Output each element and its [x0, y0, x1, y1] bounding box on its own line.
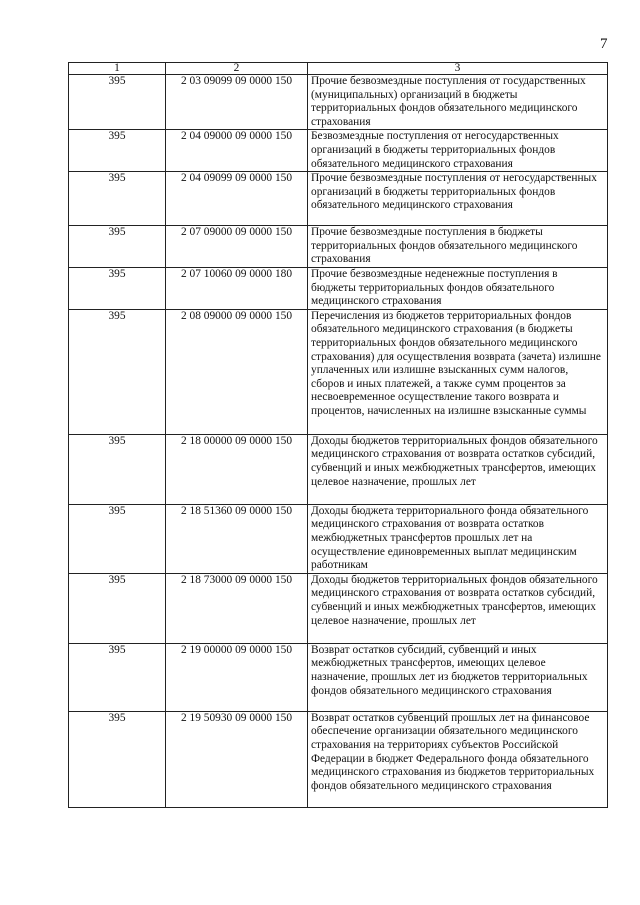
table-row [69, 711, 608, 807]
admin-code-cell: 395 [69, 643, 166, 711]
budget-code-cell: 2 03 09099 09 0000 150 [166, 75, 308, 130]
admin-code-cell: 395 [69, 504, 166, 573]
column-header-1: 1 [69, 63, 166, 75]
budget-code-cell: 2 19 00000 09 0000 150 [166, 643, 308, 711]
income-name-cell: Возврат остатков субсидий, субвенций и иных межбюджетных трансфертов, имеющих целевое назначение, прошлых лет из бюджетов территориальных фондов обязательного медицинского страхования [308, 643, 608, 711]
income-name-cell: Доходы бюджетов территориальных фондов обязательного медицинского страхования от возврата остатков субсидий, субвенций и иных межбюджетных трансфертов, имеющих целевое назначение, прошлых лет [308, 573, 608, 643]
budget-codes-table [68, 62, 608, 808]
table-row [69, 226, 608, 268]
table-row [69, 504, 608, 573]
income-name-cell: Безвозмездные поступления от негосударственных организаций в бюджеты территориальных фондов обязательного медицинского страхования [308, 130, 608, 172]
table-header-row [69, 63, 608, 75]
admin-code-cell: 395 [69, 267, 166, 309]
budget-code-cell: 2 18 73000 09 0000 150 [166, 573, 308, 643]
income-name-cell: Перечисления из бюджетов территориальных фондов обязательного медицинского страхования (в бюджеты территориальных фондов обязательного медицинского страхования) для осуществления возврата (зачета) излишне уплаченных или излишне взысканных сумм налогов, сборов и иных платежей, а также сумм процентов за несвоевременное осуществление такого возврата и процентов, начисленных на излишне взысканные суммы [308, 309, 608, 434]
admin-code-cell: 395 [69, 226, 166, 268]
admin-code-cell: 395 [69, 573, 166, 643]
income-name-cell: Возврат остатков субвенций прошлых лет на финансовое обеспечение организации обязательного медицинского страхования на территориях субъектов Российской Федерации в бюджет Федерального фонда обязательного медицинского страхования из бюджетов территориальных фондов обязательного медицинского страхования [308, 711, 608, 807]
income-name-cell: Прочие безвозмездные неденежные поступления в бюджеты территориальных фондов обязательного медицинского страхования [308, 267, 608, 309]
budget-code-cell: 2 18 51360 09 0000 150 [166, 504, 308, 573]
budget-code-cell: 2 04 09099 09 0000 150 [166, 172, 308, 226]
admin-code-cell: 395 [69, 172, 166, 226]
table-row [69, 267, 608, 309]
column-header-2: 2 [166, 63, 308, 75]
income-name-cell: Доходы бюджета территориального фонда обязательного медицинского страхования от возврата остатков межбюджетных трансфертов прошлых лет на осуществление единовременных выплат медицинским работникам [308, 504, 608, 573]
table-row [69, 172, 608, 226]
admin-code-cell: 395 [69, 711, 166, 807]
table-row [69, 434, 608, 504]
income-name-cell: Прочие безвозмездные поступления от государственных (муниципальных) организаций в бюджеты территориальных фондов обязательного медицинского страхования [308, 75, 608, 130]
income-name-cell: Прочие безвозмездные поступления от негосударственных организаций в бюджеты территориальных фондов обязательного медицинского страхования [308, 172, 608, 226]
table-row [69, 643, 608, 711]
column-header-3: 3 [308, 63, 608, 75]
budget-code-cell: 2 08 09000 09 0000 150 [166, 309, 308, 434]
table-row [69, 130, 608, 172]
budget-code-cell: 2 18 00000 09 0000 150 [166, 434, 308, 504]
table-row [69, 573, 608, 643]
admin-code-cell: 395 [69, 75, 166, 130]
admin-code-cell: 395 [69, 434, 166, 504]
budget-code-cell: 2 19 50930 09 0000 150 [166, 711, 308, 807]
admin-code-cell: 395 [69, 130, 166, 172]
budget-code-cell: 2 04 09000 09 0000 150 [166, 130, 308, 172]
page-number: 7 [600, 36, 608, 52]
budget-code-cell: 2 07 10060 09 0000 180 [166, 267, 308, 309]
admin-code-cell: 395 [69, 309, 166, 434]
budget-code-cell: 2 07 09000 09 0000 150 [166, 226, 308, 268]
table-row [69, 75, 608, 130]
income-name-cell: Доходы бюджетов территориальных фондов обязательного медицинского страхования от возврата остатков субсидий, субвенций и иных межбюджетных трансфертов, имеющих целевое назначение, прошлых лет [308, 434, 608, 504]
income-name-cell: Прочие безвозмездные поступления в бюджеты территориальных фондов обязательного медицинского страхования [308, 226, 608, 268]
table-row [69, 309, 608, 434]
